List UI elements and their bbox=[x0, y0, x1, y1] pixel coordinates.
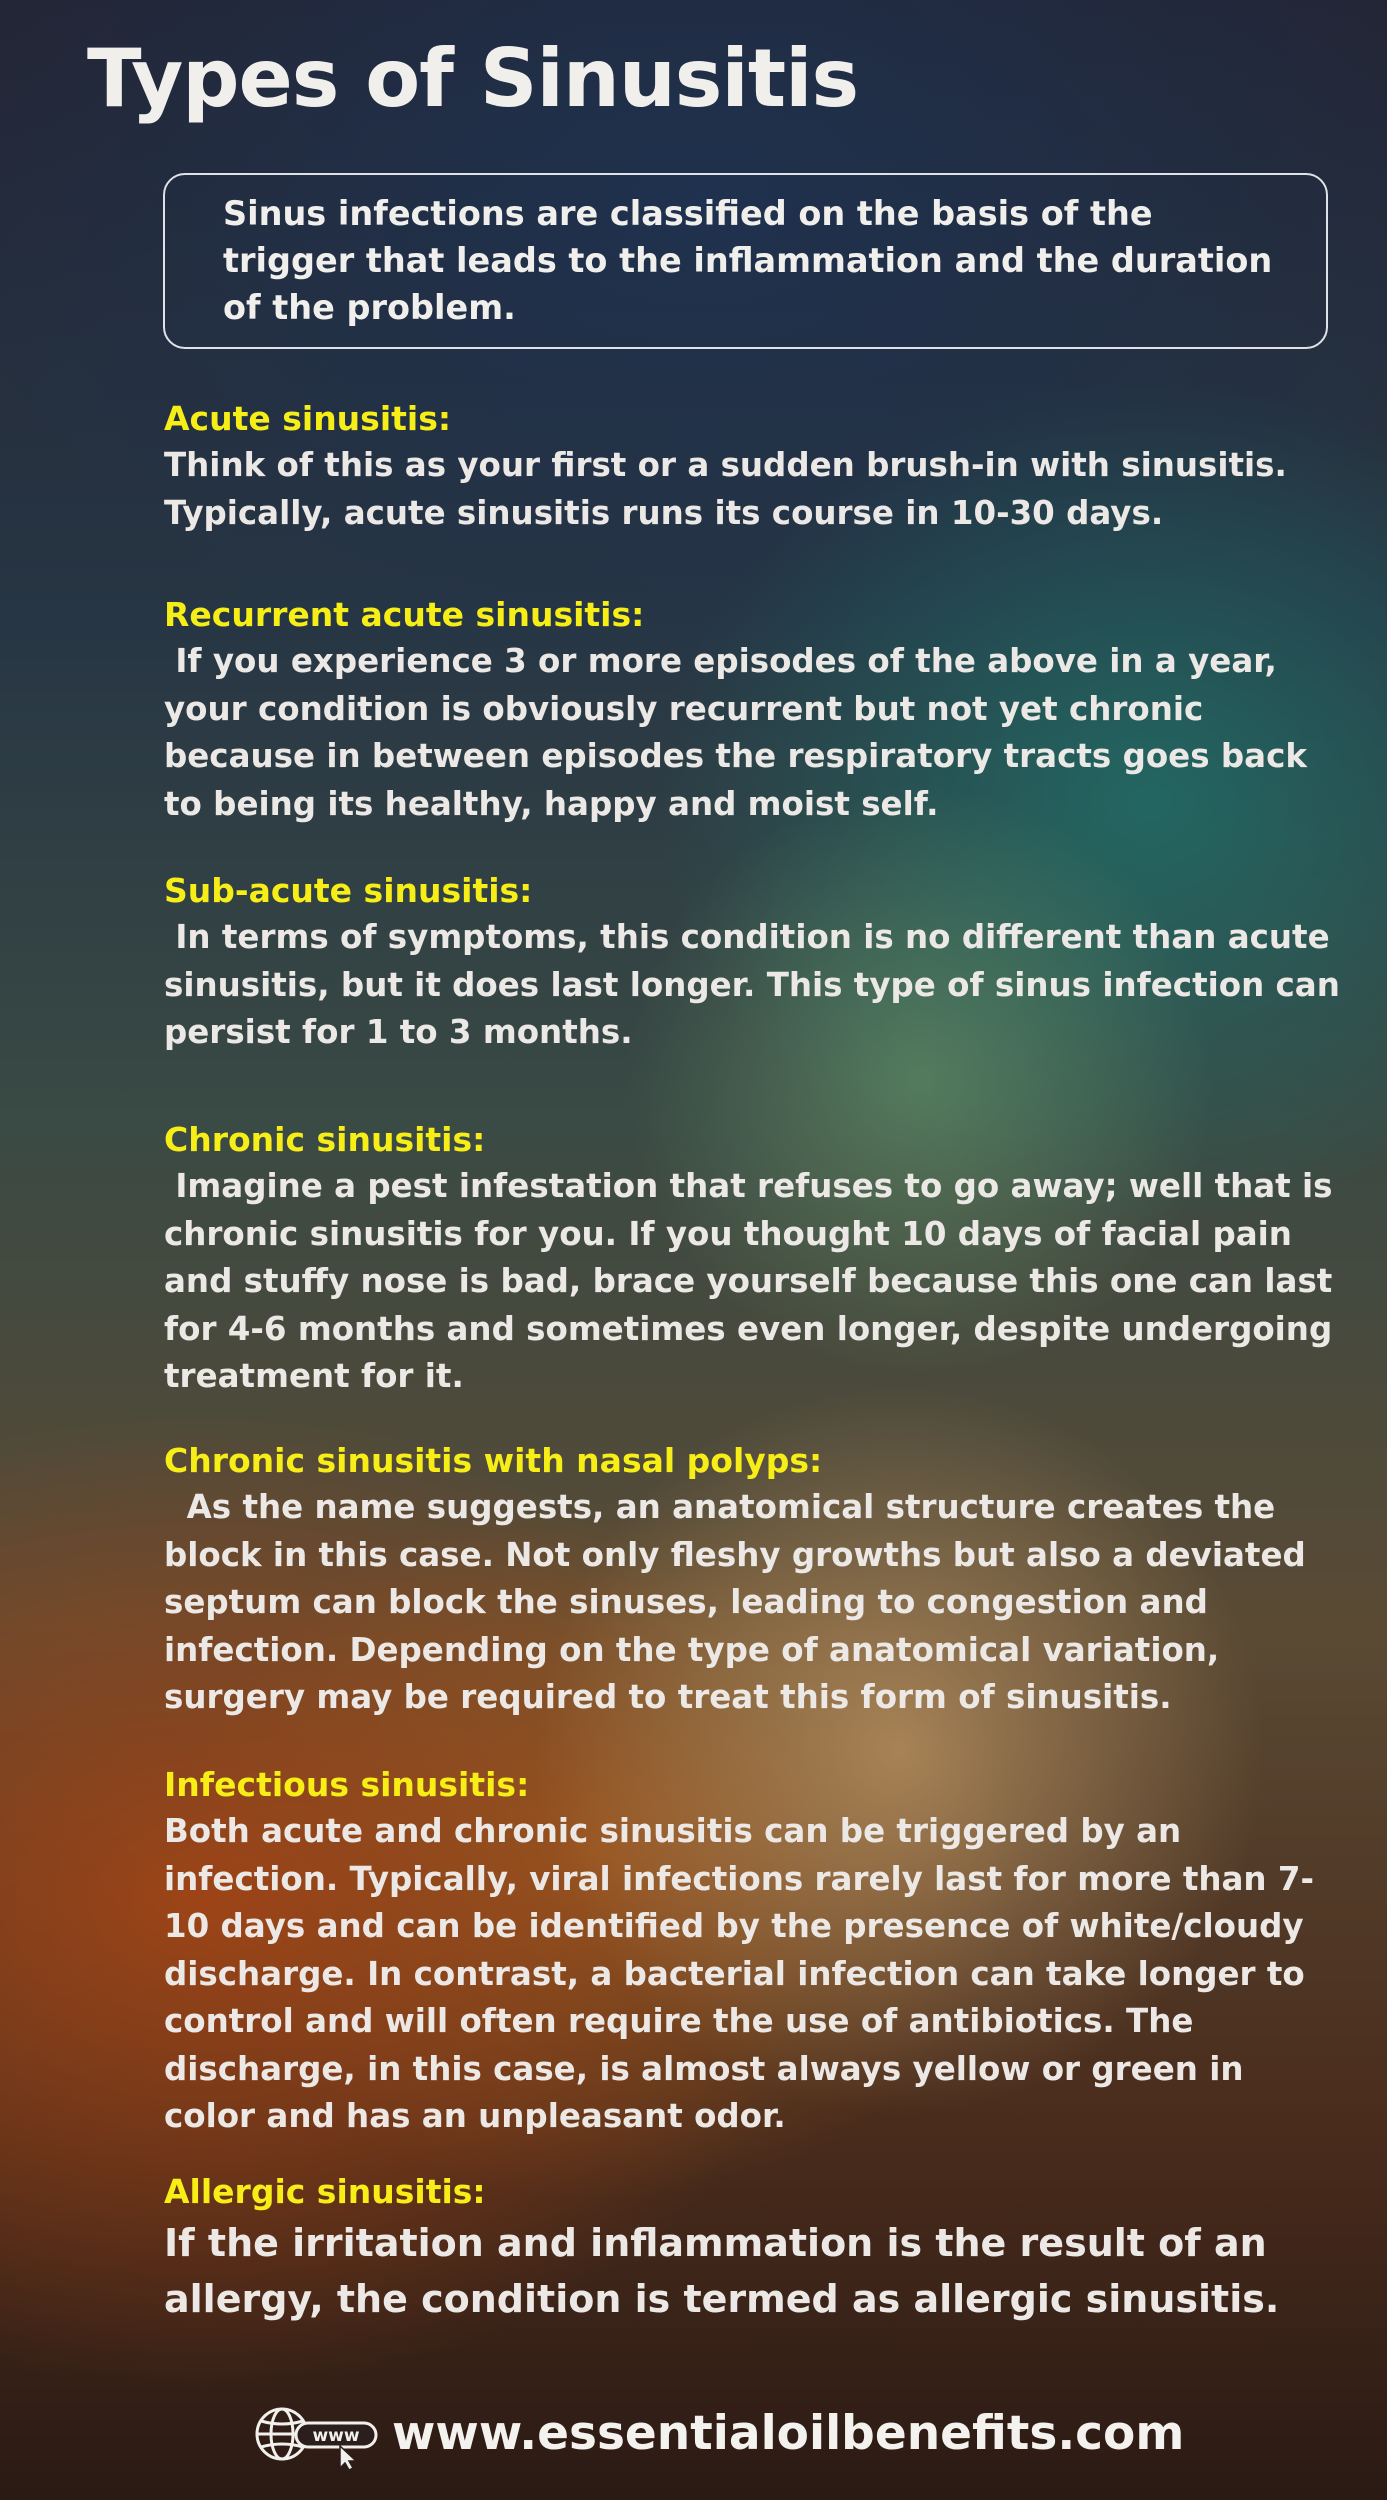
section-body: Think of this as your first or a sudden brush-in with sinusitis. Typically, acute sinusitis runs its course in 10-30 days. bbox=[164, 446, 1299, 532]
section-body: In terms of symptoms, this condition is no different than acute sinusitis, but it does last longer. This type of sinus infection can persist for 1 to 3 months. bbox=[164, 918, 1352, 1051]
page-title: Types of Sinusitis bbox=[87, 32, 859, 125]
section-sub-acute bbox=[164, 867, 1352, 1057]
section-body: Both acute and chronic sinusitis can be triggered by an infection. Typically, viral infections rarely last for more than 7-10 days and can be identified by the presence of white/cloudy discharge. In contrast, a bacterial infection can take longer to control and will often require the use of antibiotics. The discharge, in this case, is almost always yellow or green in color and has an unpleasant odor. bbox=[164, 1812, 1317, 2135]
section-heading: Chronic sinusitis: bbox=[164, 1120, 486, 1159]
section-body: If the irritation and inflammation is the result of an allergy, the condition is termed as allergic sinusitis. bbox=[164, 2221, 1280, 2321]
section-allergic bbox=[164, 2168, 1314, 2327]
section-infectious bbox=[164, 1761, 1317, 2141]
www-icon-label: www bbox=[312, 2426, 360, 2446]
section-chronic-nasal-polyps bbox=[164, 1437, 1318, 1722]
section-body: Imagine a pest infestation that refuses to go away; well that is chronic sinusitis for you. If you thought 10 days of facial pain and stuffy nose is bad, brace yourself because this one can last for 4-6 months and sometimes even longer, despite undergoing treatment for it. bbox=[164, 1167, 1344, 1395]
section-heading: Infectious sinusitis: bbox=[164, 1765, 530, 1804]
section-heading: Sub-acute sinusitis: bbox=[164, 871, 533, 910]
section-body: As the name suggests, an anatomical structure creates the block in this case. Not only fleshy growths but also a deviated septum can block the sinuses, leading to congestion and infection. Depending on the type of anatomical variation, surgery may be required to treat this form of sinusitis. bbox=[164, 1488, 1318, 1716]
section-recurrent-acute bbox=[164, 591, 1344, 828]
section-body: If you experience 3 or more episodes of the above in a year, your condition is obviously recurrent but not yet chronic because in between episodes the respiratory tracts goes back to being its healthy, happy and moist self. bbox=[164, 642, 1319, 823]
section-chronic bbox=[164, 1116, 1344, 1401]
footer bbox=[252, 2400, 1185, 2470]
section-acute bbox=[164, 395, 1324, 537]
section-heading: Chronic sinusitis with nasal polyps: bbox=[164, 1441, 823, 1480]
globe-www-cursor-icon bbox=[252, 2400, 380, 2470]
intro-text: Sinus infections are classified on the basis of the trigger that leads to the inflammation and the duration of the problem. bbox=[223, 194, 1273, 327]
footer-url-link[interactable]: www.essentialoilbenefits.com bbox=[392, 2406, 1185, 2461]
section-heading: Acute sinusitis: bbox=[164, 399, 452, 438]
intro-box bbox=[163, 173, 1328, 349]
section-heading: Recurrent acute sinusitis: bbox=[164, 595, 645, 634]
section-heading: Allergic sinusitis: bbox=[164, 2172, 486, 2211]
